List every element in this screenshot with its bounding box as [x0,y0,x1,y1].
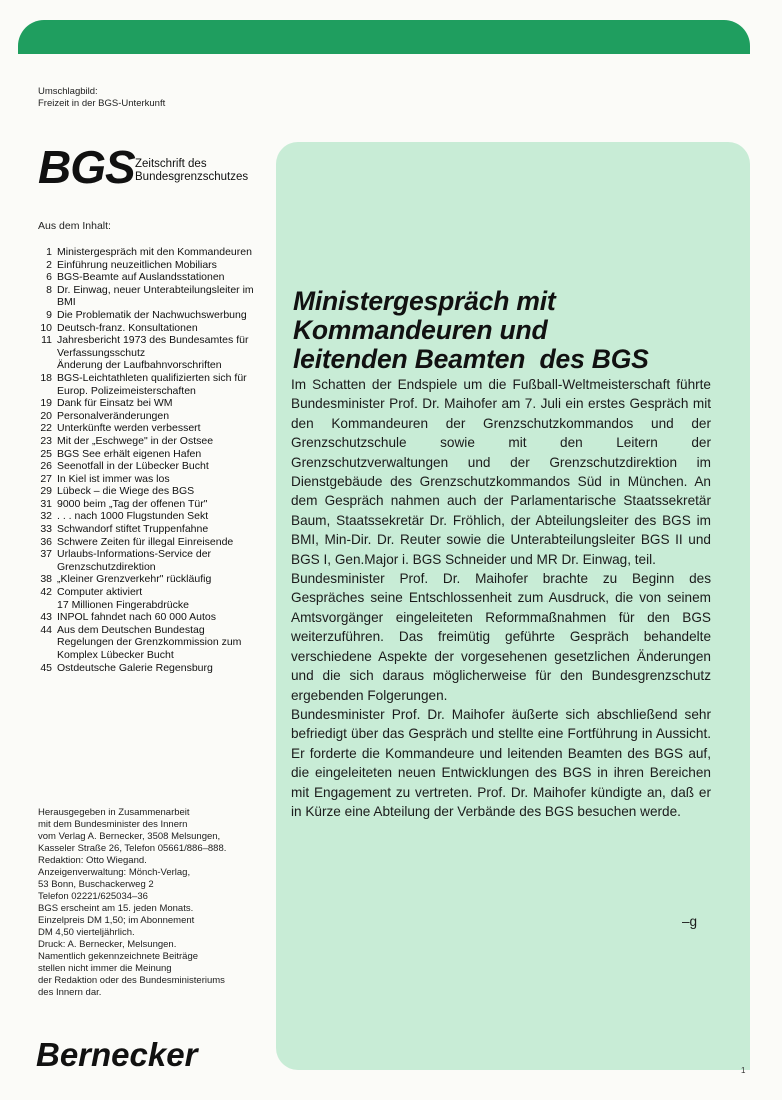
toc-title: Einführung neuzeitlichen Mobiliars [57,258,217,271]
toc-item [30,523,264,536]
headline-line-2: Kommandeuren und [293,315,548,345]
toc-item [30,548,264,573]
toc-heading: Aus dem Inhalt: [38,220,111,232]
article-paragraph-2: Bundesminister Prof. Dr. Maihofer brachte zu Beginn des Gespräches seine Entschlossenheit zum Ausdruck, die von seinem Amtsvorgänger eingeleiteten Reformmaßnahmen für den BGS weiterzuführen. Das freimütig geführte Gespräch behandelte verschiedene Aspekte der vorgesehenen gesetzlichen Änderungen und die sich daraus möglicherweise für den Bundesgrenzschutz ergebenden Folgerungen. [291,571,711,703]
page-number: 1 [741,1066,746,1075]
imprint-line: mit dem Bundesminister des Innern [38,819,188,830]
toc-title: Computer aktiviert [57,586,143,599]
toc-item [30,573,264,586]
toc-title: Deutsch-franz. Konsultationen [57,321,198,334]
toc-title: Ministergespräch mit den Kommandeuren [57,246,252,258]
toc-item [30,372,264,397]
imprint-line: DM 4,50 vierteljährlich. [38,927,135,938]
author-signature: –g [682,914,698,929]
toc-page-number: 20 [40,409,52,422]
toc-item [30,435,264,448]
magazine-name [135,158,275,184]
toc-item [30,359,264,372]
toc-page-number: 11 [41,334,52,347]
magazine-name-line1: Zeitschrift des [135,158,207,170]
toc-title: BGS See erhält eigenen Hafen [57,447,202,460]
imprint-line: BGS erscheint am 15. jeden Monats. [38,903,194,914]
article-headline [293,287,743,374]
toc-title: BGS-Beamte auf Auslandsstationen [57,271,225,284]
toc-title: Mit der „Eschwege" in der Ostsee [57,434,214,447]
article-paragraph-3: Bundesminister Prof. Dr. Maihofer äußerte sich abschließend sehr befriedigt über das Gespräch und stellte eine Fortführung in Aussicht. Er forderte die Kommandeure und leitenden Beamten des BGS auf, die eingeleiteten neuen Entwicklungen des BGS in ihren Bereichen mit Engagement zu vertreten. Prof. Dr. Maihofer kündigte an, daß er in Kürze eine Abteilung der Verbände des BGS besuchen werde. [291,706,711,819]
toc-title: 9000 beim „Tag der offenen Tür" [57,497,208,510]
toc-title: Urlaubs-Informations-Service der Grenzschutzdirektion [57,548,212,573]
toc-title: Schwere Zeiten für illegal Einreisende [57,535,234,548]
toc-title: Unterkünfte werden verbessert [57,422,201,435]
table-of-contents [30,246,264,674]
toc-page-number: 32 [40,510,52,523]
toc-page-number: 37 [40,548,52,561]
toc-title: Die Problematik der Nachwuchswerbung [57,308,247,321]
toc-item [30,246,264,259]
toc-page-number: 23 [40,434,52,447]
toc-item [30,536,264,549]
toc-item [30,397,264,410]
toc-page-number: 31 [40,497,52,510]
toc-title: „Kleiner Grenzverkehr" rückläufig [57,573,212,586]
toc-title: Jahresbericht 1973 des Bundesamtes für Verfassungsschutz [57,334,249,359]
article-paragraph-1: Im Schatten der Endspiele um die Fußball-Weltmeisterschaft führte Bundesminister Prof. Dr. Maihofer am 7. Juli ein erstes Gespräch mit den Kommandeuren der Grenzschutzkommandos und der Grenzschutzschule sowie mit den Leitern der Grenzschutzverwaltungen und der Grenzschutzdirektion im Dienstgebäude des Grenzschutzkommandos Süd in München. An dem Gespräch nahmen auch der Parlamentarische Staatssekretär Baum, Staatssekretär Dr. Fröhlich, der Abteilungsleiter des BGS im BMI, Min-Dir. Dr. Reuter sowie die Unterabteilungsleiter BGS II und BGS I, Gen.Major i. BGS Schneider und MR Dr. Einwag, teil. [291,377,711,567]
imprint [38,807,262,999]
toc-page-number: 8 [46,283,52,296]
toc-title: Personalveränderungen [57,409,170,422]
toc-page-number: 19 [40,397,52,410]
toc-title: INPOL fahndet nach 60 000 Autos [57,611,216,624]
toc-item [30,284,264,309]
imprint-line: Redaktion: Otto Wiegand. [38,855,147,866]
imprint-line: Namentlich gekennzeichnete Beiträge [38,951,199,962]
toc-item [30,309,264,322]
toc-title: . . . nach 1000 Flugstunden Sekt [57,510,209,523]
toc-page-number: 10 [40,321,52,334]
toc-item [30,473,264,486]
toc-page-number: 2 [46,258,52,271]
headline-line-1: Ministergespräch mit [293,286,556,316]
imprint-line: Anzeigenverwaltung: Mönch-Verlag, [38,867,191,878]
toc-item [30,586,264,599]
toc-page-number: 45 [40,661,52,674]
article-body [291,375,711,821]
toc-page-number: 27 [40,472,52,485]
cover-caption [38,86,258,110]
toc-item [30,259,264,272]
toc-item [30,611,264,624]
toc-title: Schwandorf stiftet Truppenfahne [57,523,209,536]
toc-title: Änderung der Laufbahnvorschriften [57,359,222,372]
toc-page-number: 1 [46,246,52,258]
toc-page-number: 25 [40,447,52,460]
toc-item [30,322,264,335]
imprint-line: stellen nicht immer die Meinung [38,963,172,974]
toc-page-number: 43 [40,611,52,624]
imprint-line: des Innern dar. [38,987,102,998]
toc-title: Aus dem Deutschen Bundestag Regelungen der Grenzkommission zum Komplex Lübecker Bucht [57,623,242,661]
toc-page-number: 9 [46,308,52,321]
toc-title: Dr. Einwag, neuer Unterabteilungsleiter im BMI [57,283,254,309]
imprint-line: 53 Bonn, Buschackerweg 2 [38,879,154,890]
cover-caption-label: Umschlagbild: [38,86,98,97]
toc-item [30,271,264,284]
toc-page-number: 42 [40,586,52,599]
toc-item [30,510,264,523]
toc-item [30,485,264,498]
toc-title: In Kiel ist immer was los [57,472,170,485]
toc-item [30,410,264,423]
toc-page-number: 29 [40,485,52,498]
toc-page-number: 38 [40,573,52,586]
toc-item [30,460,264,473]
top-green-bar [18,20,750,54]
imprint-line: Einzelpreis DM 1,50; im Abonnement [38,915,195,926]
toc-page-number: 18 [40,371,52,384]
toc-page-number: 33 [40,523,52,536]
toc-title: BGS-Leichtathleten qualifizierten sich für Europ. Polizeimeisterschaften [57,371,247,397]
cover-caption-text: Freizeit in der BGS-Unterkunft [38,98,166,109]
toc-item [30,624,264,662]
toc-page-number: 6 [46,271,52,284]
imprint-line: Telefon 02221/625034–36 [38,891,148,902]
magazine-name-line2: Bundesgrenzschutzes [135,171,249,183]
toc-page-number: 44 [40,623,52,636]
imprint-line: der Redaktion oder des Bundesministeriums [38,975,225,986]
toc-item [30,498,264,511]
bernecker-logo: Bernecker [36,1036,198,1073]
toc-page-number: 36 [40,535,52,548]
toc-page-number [30,599,57,612]
toc-title: 17 Millionen Fingerabdrücke [57,598,189,611]
toc-title: Lübeck – die Wiege des BGS [57,485,195,498]
toc-title: Seenotfall in der Lübecker Bucht [57,460,209,473]
toc-item [30,448,264,461]
toc-item [30,662,264,675]
toc-page-number: 26 [40,460,52,473]
imprint-line: Herausgegeben in Zusammenarbeit [38,807,190,818]
toc-item [30,334,264,359]
imprint-line: vom Verlag A. Bernecker, 3508 Melsungen, [38,831,221,842]
imprint-line: Druck: A. Bernecker, Melsungen. [38,939,177,950]
toc-item [30,422,264,435]
toc-page-number [30,359,57,372]
bgs-logo: BGS [38,141,135,193]
headline-line-3: leitenden Beamten des BGS [293,344,649,374]
toc-page-number: 22 [40,422,52,435]
imprint-line: Kasseler Straße 26, Telefon 05661/886–888. [38,843,227,854]
toc-item [30,599,264,612]
toc-title: Ostdeutsche Galerie Regensburg [57,661,213,674]
toc-title: Dank für Einsatz bei WM [57,397,173,410]
